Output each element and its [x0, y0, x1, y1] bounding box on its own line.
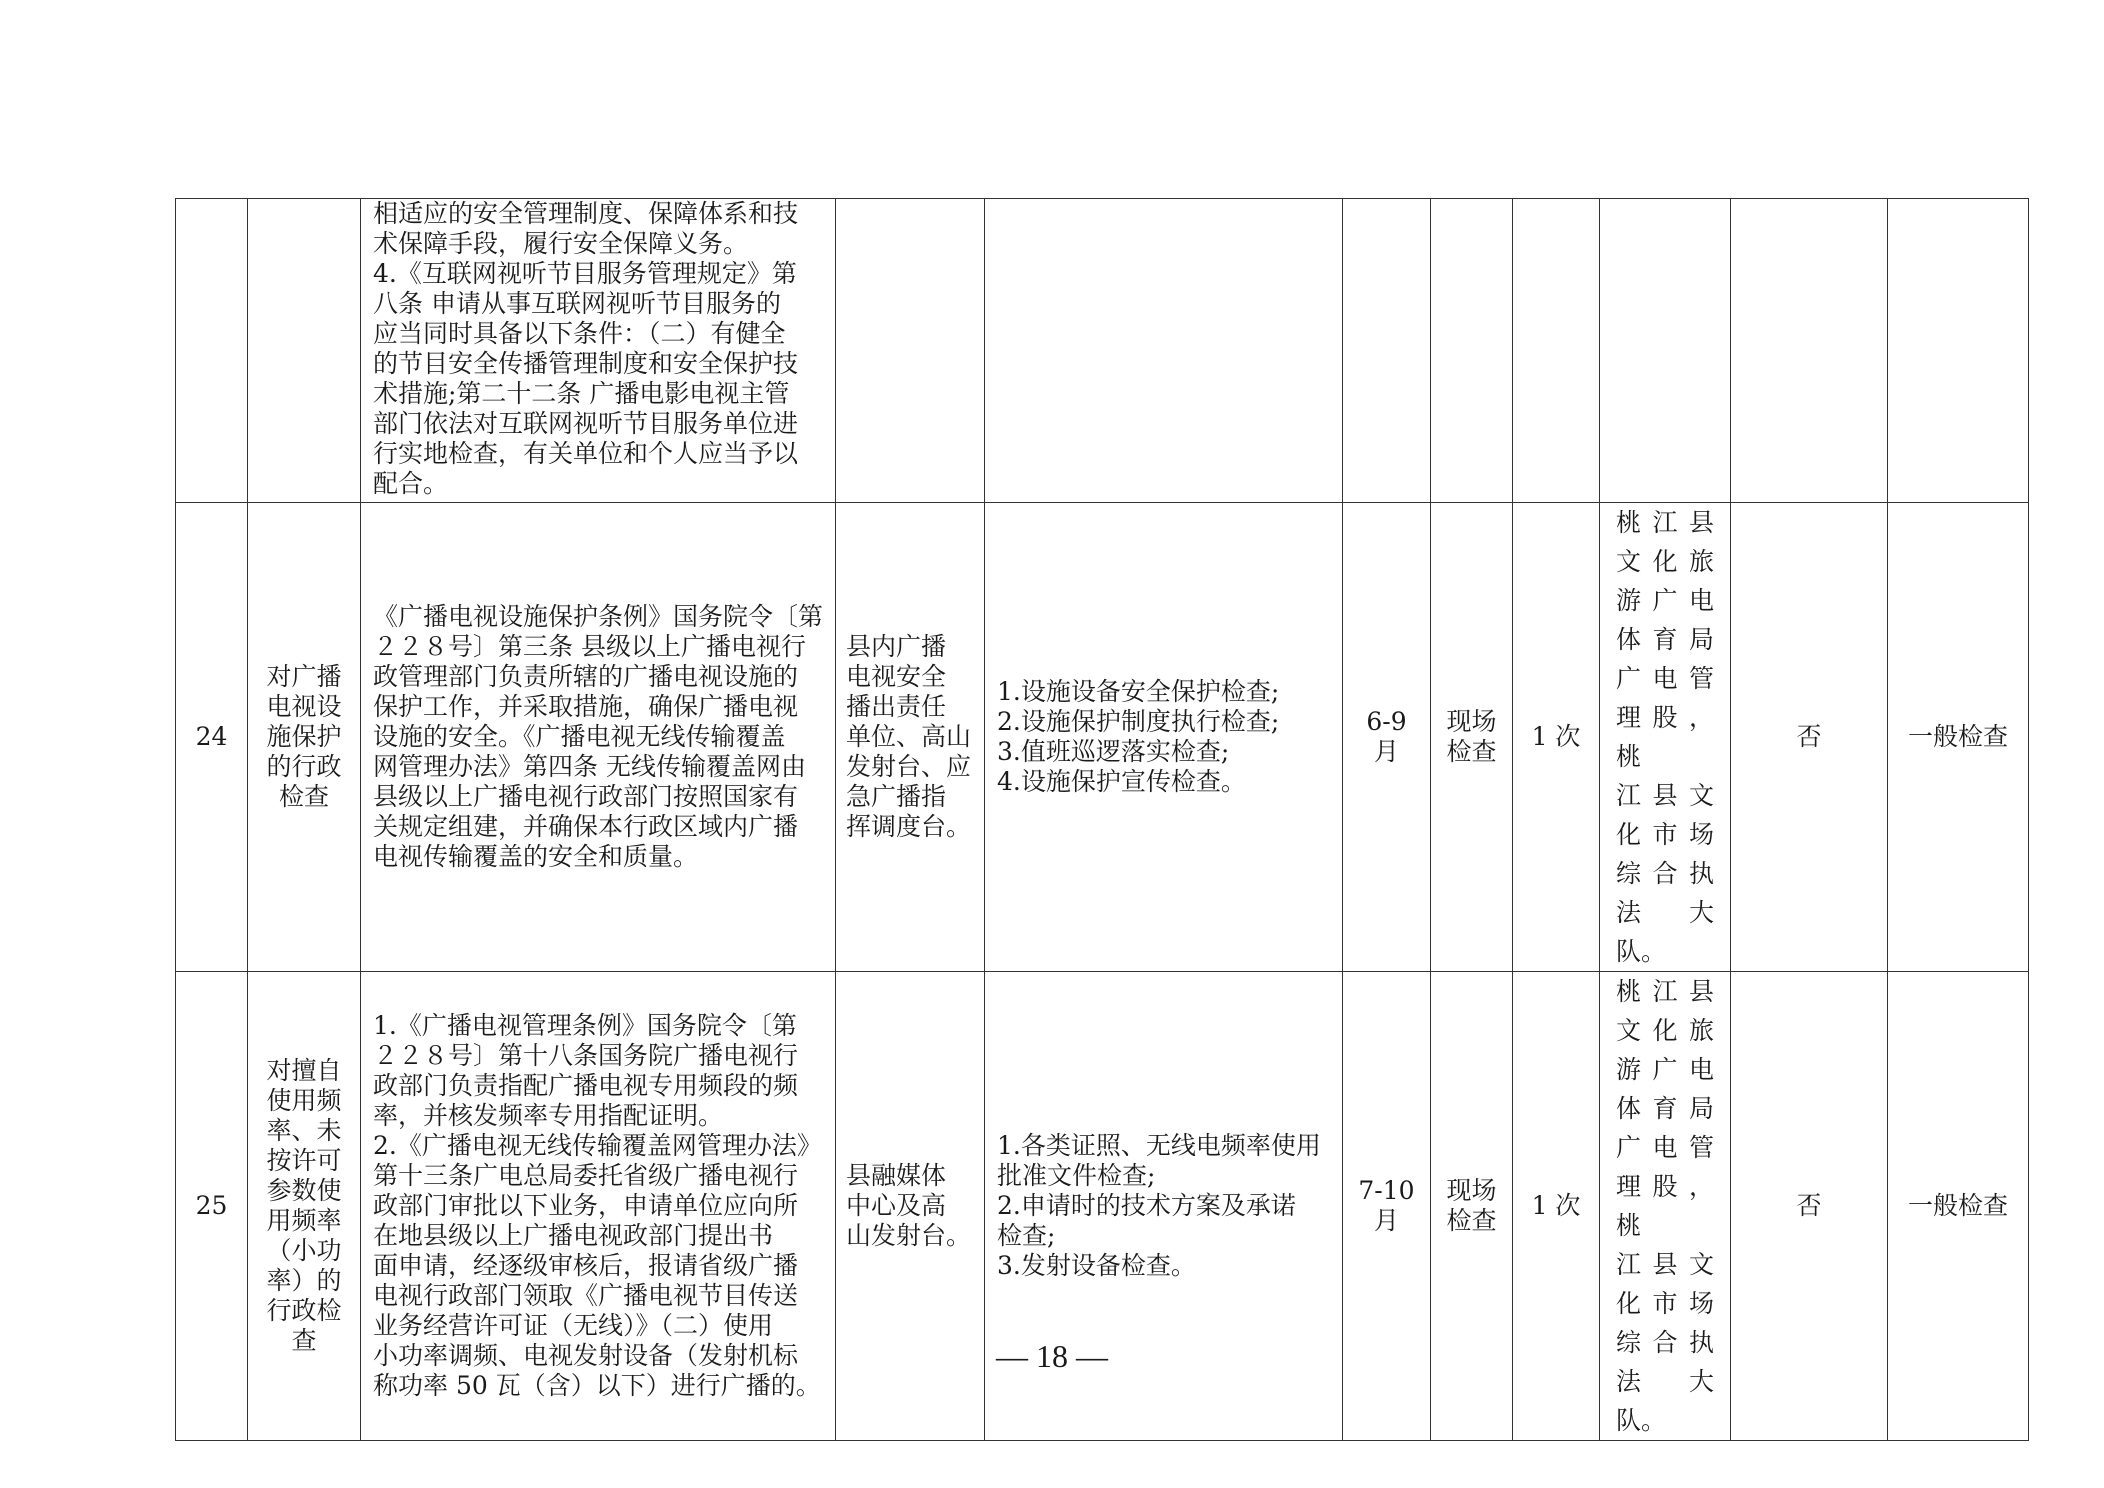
content-line: 4.设施保护宣传检查。 [997, 767, 1246, 796]
dept-line: 桃江县 [1616, 508, 1714, 537]
time-line: 月 [1373, 1206, 1399, 1235]
basis-line: 称功率 50 瓦（含）以下）进行广播的。 [373, 1371, 821, 1400]
dept-line: 法大队。 [1616, 898, 1714, 966]
target-line: 挥调度台。 [846, 812, 972, 841]
basis-line: 行实地检查，有关单位和个人应当予以 [373, 439, 799, 468]
cell-content [985, 503, 1343, 972]
item-line: 用频率 [266, 1206, 342, 1235]
dept-line: 理股，桃 [1616, 1172, 1714, 1240]
basis-line: 面申请，经逐级审核后，报请省级广播 [373, 1251, 799, 1280]
basis-line: 1.《广播电视管理条例》国务院令〔第 [373, 1011, 797, 1040]
dept-line: 游广电 [1616, 586, 1714, 615]
dept-line: 江县文 [1616, 781, 1714, 810]
cell-random: 否 [1731, 972, 1888, 1441]
cell-target [836, 199, 985, 503]
dept-line: 广电管 [1616, 664, 1714, 693]
target-line: 发射台、应 [846, 752, 972, 781]
cell-num [176, 199, 248, 503]
cell-target [836, 503, 985, 972]
basis-line: 部门依法对互联网视听节目服务单位进 [373, 409, 799, 438]
cell-num: 25 [176, 972, 248, 1441]
dept-line: 化市场 [1616, 820, 1714, 849]
cell-frequency: 1 次 [1513, 503, 1600, 972]
cell-item [248, 199, 361, 503]
cell-basis [361, 503, 836, 972]
dept-line: 法大队。 [1616, 1367, 1714, 1435]
target-line: 电视安全 [846, 662, 947, 691]
basis-line: 设施的安全。《广播电视无线传输覆盖 [373, 722, 786, 751]
content-line: 2.申请时的技术方案及承诺 [997, 1191, 1296, 1220]
cell-type [1888, 199, 2029, 503]
target-line: 单位、高山 [846, 722, 972, 751]
content-line: 批准文件检查; [997, 1161, 1156, 1190]
item-line: 率、未 [266, 1116, 342, 1145]
item-line: 行政检 [266, 1296, 342, 1325]
cell-basis [361, 199, 836, 503]
inspection-table [175, 198, 2029, 1441]
basis-line: 业务经营许可证（无线）》（二）使用 [373, 1311, 774, 1340]
item-line: 参数使 [266, 1176, 342, 1205]
basis-line: 县级以上广播电视行政部门按照国家有 [373, 782, 799, 811]
basis-line: 《广播电视设施保护条例》国务院令〔第 [373, 602, 824, 631]
basis-line: 应当同时具备以下条件：（二）有健全 [373, 319, 786, 348]
dept-line: 化市场 [1616, 1289, 1714, 1318]
target-line: 急广播指 [846, 782, 947, 811]
basis-line: 相适应的安全管理制度、保障体系和技 [373, 199, 799, 228]
item-line: 电视设 [266, 692, 342, 721]
basis-line: 率，并核发频率专用指配证明。 [373, 1101, 724, 1130]
basis-line: 政管理部门负责所辖的广播电视设施的 [373, 662, 799, 691]
cell-method [1431, 503, 1513, 972]
basis-line: 2.《广播电视无线传输覆盖网管理办法》 [373, 1131, 822, 1160]
target-line: 播出责任 [846, 692, 947, 721]
content-line: 1.设施设备安全保护检查; [997, 677, 1280, 706]
basis-line: 的节目安全传播管理制度和安全保护技 [373, 349, 799, 378]
basis-line: 八条 申请从事互联网视听节目服务的 [373, 289, 781, 318]
basis-line: 术保障手段，履行安全保障义务。 [373, 229, 749, 258]
dept-line: 文化旅 [1616, 547, 1714, 576]
cell-department [1600, 199, 1731, 503]
cell-num: 24 [176, 503, 248, 972]
cell-time [1343, 503, 1431, 972]
content-line: 3.值班巡逻落实检查; [997, 737, 1230, 766]
basis-line: 电视传输覆盖的安全和质量。 [373, 842, 699, 871]
cell-frequency [1513, 199, 1600, 503]
method-line: 现场 [1446, 1176, 1497, 1205]
item-line: 率）的 [266, 1266, 342, 1295]
cell-method [1431, 199, 1513, 503]
basis-line: ２２８号〕第三条 县级以上广播电视行 [373, 632, 806, 661]
time-line: 月 [1373, 737, 1399, 766]
dept-line: 江县文 [1616, 1250, 1714, 1279]
target-line: 中心及高 [846, 1191, 947, 1220]
basis-line: 配合。 [373, 469, 449, 498]
cell-random [1731, 199, 1888, 503]
basis-line: 网管理办法》第四条 无线传输覆盖网由 [373, 752, 806, 781]
content-line: 2.设施保护制度执行检查; [997, 707, 1280, 736]
cell-frequency: 1 次 [1513, 972, 1600, 1441]
dept-line: 文化旅 [1616, 1016, 1714, 1045]
item-line: 按许可 [266, 1146, 342, 1175]
basis-line: 保护工作，并采取措施，确保广播电视 [373, 692, 799, 721]
dept-line: 理股，桃 [1616, 703, 1714, 771]
basis-line: 政部门审批以下业务，申请单位应向所 [373, 1191, 799, 1220]
time-line: 7-10 [1358, 1176, 1415, 1205]
method-line: 现场 [1446, 707, 1497, 736]
item-line: 检查 [278, 782, 329, 811]
item-line: 的行政 [266, 752, 342, 781]
cell-random: 否 [1731, 503, 1888, 972]
basis-line: 在地县级以上广播电视政部门提出书 [373, 1221, 774, 1250]
item-line: 对广播 [266, 662, 342, 691]
basis-line: ２２８号〕第十八条国务院广播电视行 [373, 1041, 799, 1070]
dept-line: 体育局 [1616, 1094, 1714, 1123]
cell-item [248, 503, 361, 972]
dept-line: 综合执 [1616, 859, 1714, 888]
dept-line: 游广电 [1616, 1055, 1714, 1084]
dept-line: 体育局 [1616, 625, 1714, 654]
basis-line: 术措施;第二十二条 广播电影电视主管 [373, 379, 790, 408]
item-line: 使用频 [266, 1086, 342, 1115]
basis-line: 政部门负责指配广播电视专用频段的频 [373, 1071, 799, 1100]
cell-type: 一般检查 [1888, 503, 2029, 972]
table-row-continuation [176, 199, 2029, 503]
cell-content [985, 199, 1343, 503]
target-line: 县融媒体 [846, 1161, 947, 1190]
item-line: 查 [291, 1326, 317, 1355]
item-line: 对擅自 [266, 1056, 342, 1085]
basis-line: 电视行政部门领取《广播电视节目传送 [373, 1281, 799, 1310]
method-line: 检查 [1446, 737, 1497, 766]
cell-time [1343, 199, 1431, 503]
content-line: 3.发射设备检查。 [997, 1251, 1196, 1280]
target-line: 县内广播 [846, 632, 947, 661]
cell-type: 一般检查 [1888, 972, 2029, 1441]
item-line: （小功 [266, 1236, 342, 1265]
basis-line: 4.《互联网视听节目服务管理规定》第 [373, 259, 797, 288]
basis-line: 第十三条广电总局委托省级广播电视行 [373, 1161, 799, 1190]
content-line: 检查; [997, 1221, 1056, 1250]
dept-line: 广电管 [1616, 1133, 1714, 1162]
dept-line: 综合执 [1616, 1328, 1714, 1357]
basis-line: 关规定组建，并确保本行政区域内广播 [373, 812, 799, 841]
page-number: — 18 — [996, 1338, 1108, 1374]
time-line: 6-9 [1366, 707, 1407, 736]
basis-line: 小功率调频、电视发射设备（发射机标 [373, 1341, 799, 1370]
cell-department [1600, 503, 1731, 972]
item-line: 施保护 [266, 722, 342, 751]
content-line: 1.各类证照、无线电频率使用 [997, 1131, 1321, 1160]
method-line: 检查 [1446, 1206, 1497, 1235]
table-row-24 [176, 503, 2029, 972]
target-line: 山发射台。 [846, 1221, 972, 1250]
dept-line: 桃江县 [1616, 977, 1714, 1006]
